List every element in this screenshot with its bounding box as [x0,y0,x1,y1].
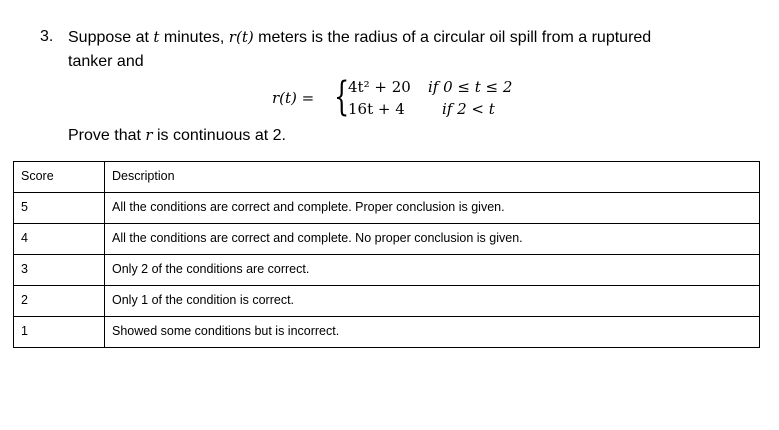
prove-text-segment: is continuous at 2. [152,127,286,144]
question-text-line-1 [68,26,651,49]
rubric-row [14,286,760,317]
equation-brace: { [334,74,350,120]
rubric-row [14,193,760,224]
variable-r: r [145,126,153,144]
question-text-segment: Suppose at [68,29,154,46]
rubric-row [14,317,760,348]
rubric-description: Showed some conditions but is incorrect. [105,317,760,348]
question-number: 3. [40,28,54,45]
equation-case-2-expression: 16t + 4 [348,100,405,118]
rubric-score: 1 [14,317,105,348]
rubric-score: 5 [14,193,105,224]
rubric-description: Only 2 of the conditions are correct. [105,255,760,286]
question-text-line-2: tanker and [68,53,144,70]
equation-case-1-expression: 4t² + 20 [348,78,411,96]
question-text-segment: minutes, [159,29,229,46]
rubric-table [13,161,760,348]
rubric-description: Only 1 of the condition is correct. [105,286,760,317]
prove-text-segment: Prove that [68,127,146,144]
function-r-of-t: r(t) [228,28,254,46]
rubric-description: All the conditions are correct and complete. No proper conclusion is given. [105,224,760,255]
variable-t: t [153,28,160,46]
rubric-row [14,255,760,286]
equation-lhs: r(t) = [272,89,315,107]
rubric-score: 2 [14,286,105,317]
description-column-header: Description [105,162,760,193]
equation-case-1-condition: if 0 ≤ t ≤ 2 [428,78,513,96]
question-text-segment: meters is the radius of a circular oil spill from a ruptured [253,29,652,46]
rubric-description: All the conditions are correct and complete. Proper conclusion is given. [105,193,760,224]
rubric-score: 4 [14,224,105,255]
prove-statement [68,124,286,147]
rubric-score: 3 [14,255,105,286]
score-column-header: Score [14,162,105,193]
rubric-header-row [14,162,760,193]
equation-case-2-condition: if 2 < t [442,100,495,118]
rubric-row [14,224,760,255]
